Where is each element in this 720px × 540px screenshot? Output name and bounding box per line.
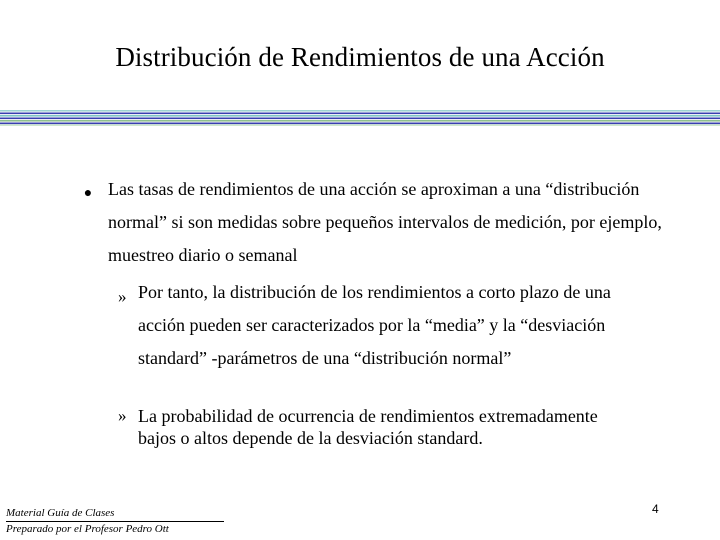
main-bullet-text: Las tasas de rendimientos de una acción se aproximan a una “distribución normal” si son medidas sobre pequeños intervalos de medición, por ejemplo, muestreo diario o semanal <box>108 179 662 265</box>
footer-course-label: Material Guía de Clases <box>6 506 224 522</box>
bullet-icon: ● <box>83 186 93 201</box>
sub-bullet-text: Por tanto, la distribución de los rendimientos a corto plazo de una acción pueden ser caracterizados por la “media” y la “desviación standard” -parámetros de una “distribución normal” <box>138 282 611 368</box>
slide-title: Distribución de Rendimientos de una Acción <box>115 42 605 72</box>
footer-author-label: Preparado por el Profesor Pedro Ott <box>6 523 169 535</box>
page-number: 4 <box>652 502 659 516</box>
sub-bullet-marker: » <box>118 287 127 306</box>
title-divider <box>0 110 720 126</box>
sub-bullet-marker: » <box>118 406 127 425</box>
footer <box>6 506 224 537</box>
sub-bullet-text: La probabilidad de ocurrencia de rendimientos extremadamente bajos o altos depende de la desviación standard. <box>138 406 598 448</box>
divider-stripes <box>0 110 720 126</box>
